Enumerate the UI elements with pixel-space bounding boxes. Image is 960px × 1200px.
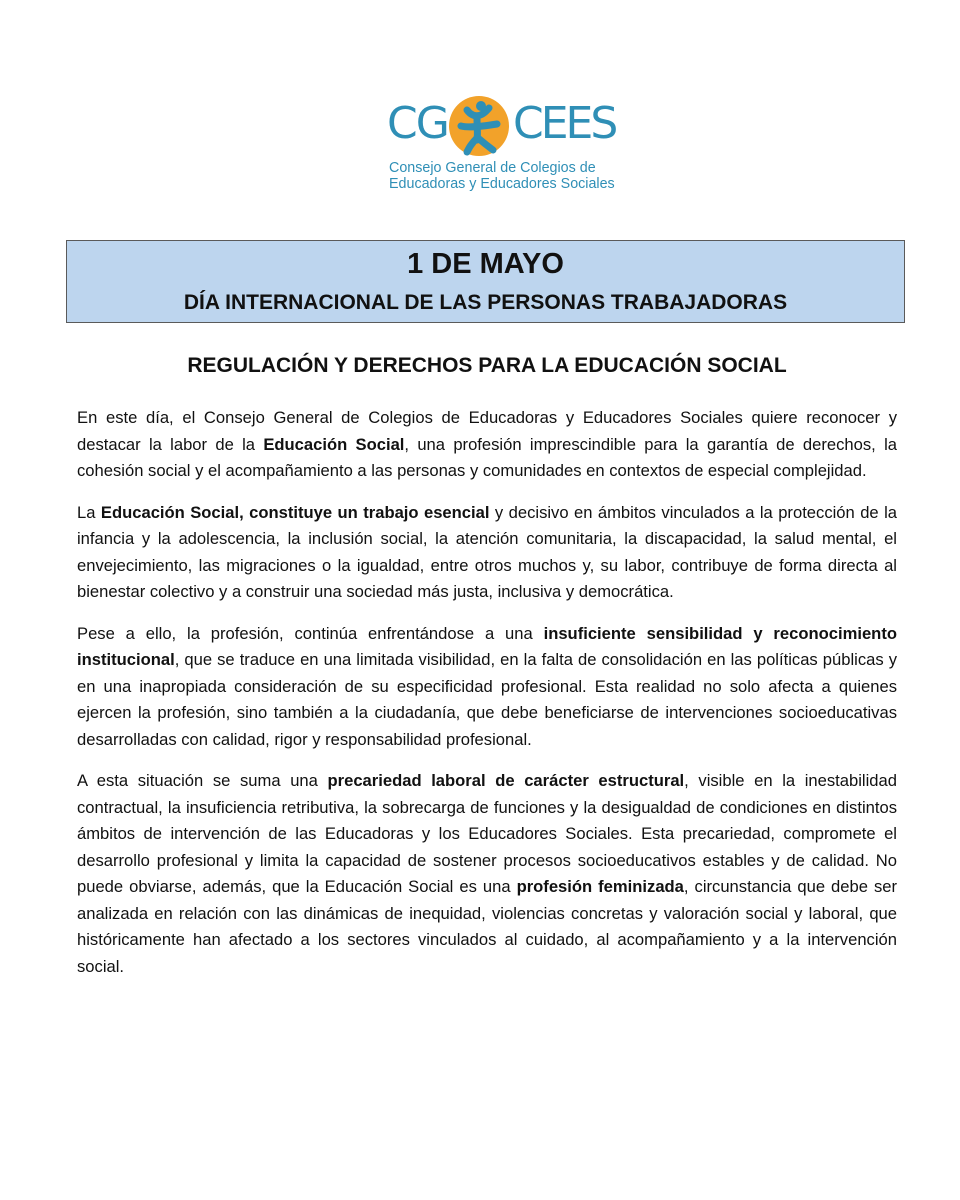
cgcees-logo <box>385 92 616 200</box>
logo-wordmark <box>385 92 616 160</box>
paragraph-text: , que se traduce en una limitada visibilidad, en la falta de consolidación en las políticas públicas y en una inapropiada consideración de su especificidad profesional. Esta realidad no solo afecta a quienes ejercen la profesión, sino también a la ciudadanía, que debe beneficiarse de intervenciones socioeducativas desarrolladas con calidad, rigor y responsabilidad profesional. <box>77 650 897 749</box>
logo-cees-text: CEES <box>513 98 616 149</box>
logo-subtitle <box>389 160 615 192</box>
paragraph-text: En este día, el Consejo General de Colegios de Educadoras y Educadores Sociales quiere reconocer y destacar la labor de la <box>77 408 897 454</box>
title-banner <box>66 240 905 323</box>
paragraph-text: , visible en la inestabilidad contractual, la insuficiencia retributiva, la sobrecarga de funciones y la desigualdad de condiciones en distintos ámbitos de intervención de las Educadoras y los Educadores Sociales. Esta precariedad, compromete el desarrollo profesional y limita la capacidad de sostener procesos socioeducativos estables y de calidad. No puede obviarse, además, que la Educación Social es una <box>77 771 897 896</box>
bold-phrase: insuficiente sensibilidad y reconocimiento institucional <box>77 623 897 669</box>
paragraph-text: , circunstancia que debe ser analizada en relación con las dinámicas de inequidad, violencias concretas y valoración social y laboral, que históricamente han afectado a los sectores vinculados al cuidado, al acompañamiento y a la intervención social. <box>77 877 897 976</box>
paragraph-text: La <box>77 502 101 522</box>
paragraph-1 <box>77 405 897 485</box>
paragraph-4 <box>77 768 897 980</box>
paragraph-text: y decisivo en ámbitos vinculados a la protección de la infancia y la adolescencia, la inclusión social, la atención comunitaria, la discapacidad, la salud mental, el envejecimiento, las migraciones o la igualdad, entre otros muchos y, su labor, contribuye de forma directa al bienestar colectivo y a construir una sociedad más justa, inclusiva y democrática. <box>77 502 897 601</box>
paragraph-2 <box>77 500 897 606</box>
paragraph-text: A esta situación se suma una <box>77 771 328 790</box>
logo-subtitle-line-2: Educadoras y Educadores Sociales <box>389 176 615 192</box>
document-body <box>77 405 897 995</box>
bold-phrase: precariedad laboral de carácter estructural <box>327 771 685 790</box>
paragraph-3 <box>77 621 897 754</box>
logo-figure-icon <box>447 94 511 158</box>
paragraph-text: , una profesión imprescindible para la garantía de derechos, la cohesión social y el acompañamiento a las personas y comunidades en contextos de especial complejidad. <box>77 434 897 480</box>
banner-subtitle: DÍA INTERNACIONAL DE LAS PERSONAS TRABAJADORAS <box>183 291 788 314</box>
bold-phrase: profesión feminizada <box>516 877 684 896</box>
logo-cg-text: CG <box>387 98 448 149</box>
banner-title: 1 DE MAYO <box>407 248 564 280</box>
paragraph-text: Pese a ello, la profesión, continúa enfrentándose a una <box>77 623 544 643</box>
bold-phrase: Educación Social, constituye un trabajo esencial <box>100 502 490 522</box>
bold-phrase: Educación Social <box>263 434 405 454</box>
section-heading: REGULACIÓN Y DERECHOS PARA LA EDUCACIÓN SOCIAL <box>187 354 787 377</box>
logo-subtitle-line-1: Consejo General de Colegios de <box>389 160 596 176</box>
